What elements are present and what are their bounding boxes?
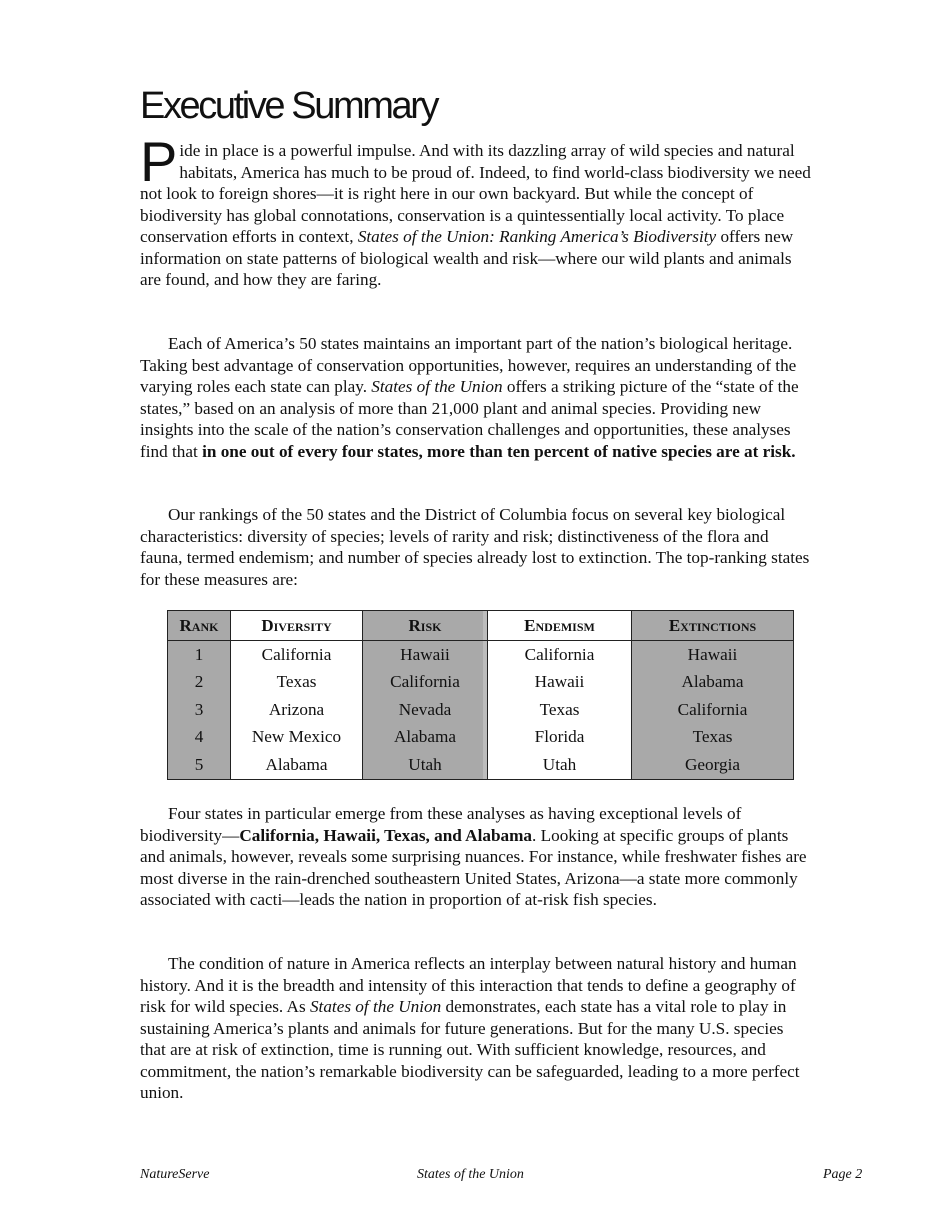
cell-rank: 2 <box>168 669 231 697</box>
cell-endemism: Hawaii <box>488 669 632 697</box>
paragraph-text: The condition of nature in America reflects an interplay between natural history and human history. And it is the breadth and intensity of this interaction that tends to define a geography of risk for wild species. As <box>140 954 797 1016</box>
paragraph-text: demonstrates, each state has a vital role to play in sustaining America’s plants and animals for future generations. But for the many U.S. species that are at risk of extinction, time is running out. With sufficient knowledge, resources, and commitment, the nation’s remarkable biodiversity can be safeguarded, leading to a more perfect union. <box>140 997 800 1102</box>
report-title-italic: States of the Union <box>309 997 442 1016</box>
key-finding-bold: in one out of every four states, more than ten percent of native species are at risk. <box>202 441 796 461</box>
cell-risk: Nevada <box>363 696 488 724</box>
cell-endemism: Texas <box>488 696 632 724</box>
cell-risk: Alabama <box>363 724 488 752</box>
paragraph-conclusion <box>140 953 812 1104</box>
paragraph-text: Each of America’s 50 states maintains an important part of the nation’s biological heritage. Taking best advantage of conservation opportunities, however, requires an understanding of the varying roles each state can play. <box>140 334 797 396</box>
header-extinctions: Extinctions <box>632 611 794 641</box>
footer-report-title: States of the Union <box>417 1167 524 1182</box>
cell-rank: 4 <box>168 724 231 752</box>
cell-risk: Utah <box>363 751 488 779</box>
cell-rank: 5 <box>168 751 231 779</box>
cell-extinctions: Texas <box>632 724 794 752</box>
table-row <box>168 696 794 724</box>
table-header-row <box>168 611 794 641</box>
paragraph-text: ide in place is a powerful impulse. And with its dazzling array of wild species and natural habitats, America has much to be proud of. Indeed, to find world-class biodiversity we need not look to foreign shores—it is right here in our own backyard. But while the concept of biodiversity has global connotations, conservation is a quintessentially local activity. To place conservation efforts in context, <box>140 141 811 246</box>
header-endemism: Endemism <box>488 611 632 641</box>
report-title-italic: States of the Union: Ranking America’s Biodiversity <box>357 227 717 246</box>
paragraph-intro <box>140 130 812 291</box>
header-risk: Risk <box>363 611 488 641</box>
table-row <box>168 669 794 697</box>
table-row <box>168 724 794 752</box>
paragraph-exceptional-states <box>140 803 812 911</box>
table-row <box>168 641 794 669</box>
cell-extinctions: California <box>632 696 794 724</box>
paragraph-states <box>140 333 812 462</box>
cell-diversity: Texas <box>231 669 363 697</box>
paragraph-text: Four states in particular emerge from these analyses as having exceptional levels of biodiversity— <box>140 804 742 845</box>
header-rank: Rank <box>168 611 231 641</box>
drop-cap: P <box>140 130 178 193</box>
cell-risk: Hawaii <box>363 641 488 669</box>
cell-diversity: California <box>231 641 363 669</box>
rankings-table <box>167 610 794 780</box>
cell-extinctions: Alabama <box>632 669 794 697</box>
paragraph-text: offers a striking picture of the “state of the states,” based on an analysis of more than 21,000 plant and animal species. Providing new insights into the scale of the nation’s conservation challenges and opportunities, these analyses find that <box>140 377 799 461</box>
table-row <box>168 751 794 779</box>
cell-rank: 1 <box>168 641 231 669</box>
footer-page-number: Page 2 <box>823 1167 863 1182</box>
footer-organization: NatureServe <box>140 1167 210 1182</box>
paragraph-text: offers new information on state patterns of biological wealth and risk—where our wild plants and animals are found, and how they are faring. <box>140 227 794 289</box>
cell-diversity: Arizona <box>231 696 363 724</box>
states-list-bold: California, Hawaii, Texas, and Alabama <box>239 825 533 845</box>
report-title-italic: States of the Union <box>371 377 503 396</box>
cell-endemism: Florida <box>488 724 632 752</box>
paragraph-rankings <box>140 504 812 590</box>
cell-endemism: Utah <box>488 751 632 779</box>
paragraph-text: . Looking at specific groups of plants and animals, however, reveals some surprising nuances. For instance, while freshwater fishes are most diverse in the rain-drenched southeastern United States, Arizona—a state more commonly associated with cacti—leads the nation in proportion of at-risk fish species. <box>140 825 807 909</box>
cell-extinctions: Georgia <box>632 751 794 779</box>
page-title: Executive Summary <box>140 85 438 127</box>
cell-rank: 3 <box>168 696 231 724</box>
cell-extinctions: Hawaii <box>632 641 794 669</box>
paragraph-text: Our rankings of the 50 states and the District of Columbia focus on several key biological characteristics: diversity of species; levels of rarity and risk; distinctiveness of the flora and fauna, termed endemism; and number of species already lost to extinction. The top-ranking states for these measures are: <box>140 505 810 589</box>
cell-endemism: California <box>488 641 632 669</box>
header-diversity: Diversity <box>231 611 363 641</box>
cell-risk: California <box>363 669 488 697</box>
cell-diversity: New Mexico <box>231 724 363 752</box>
cell-diversity: Alabama <box>231 751 363 779</box>
